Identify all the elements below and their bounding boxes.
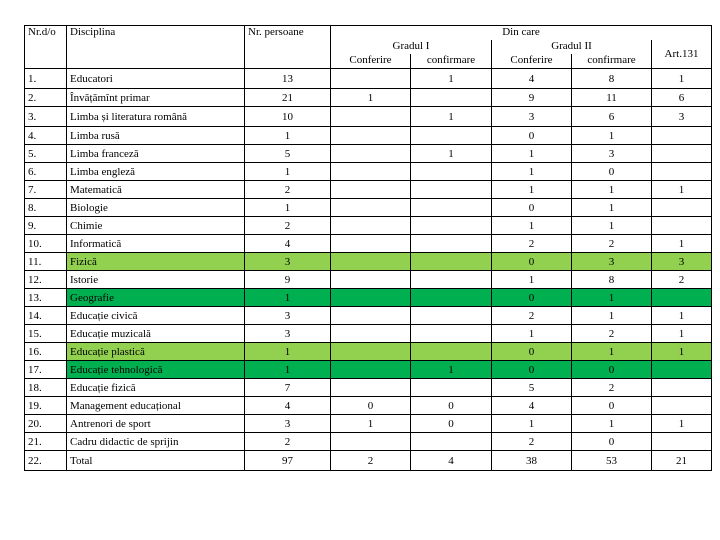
cell-art131 [652, 397, 712, 415]
cell-nr: 8. [25, 199, 67, 217]
cell-nr-persoane: 1 [245, 199, 331, 217]
cell-nr-persoane: 4 [245, 235, 331, 253]
cell-nr-persoane: 2 [245, 433, 331, 451]
cell-art131: 1 [652, 415, 712, 433]
cell-g1-confirmare [411, 199, 492, 217]
header-g2-conferire: Conferire [492, 54, 572, 69]
cell-g1-confirmare [411, 253, 492, 271]
cell-g2-conferire: 2 [492, 433, 572, 451]
cell-nr-persoane: 4 [245, 397, 331, 415]
cell-disciplina: Învățămînt primar [67, 89, 245, 107]
header-nr-persoane: Nr. persoane [245, 26, 331, 69]
cell-g1-confirmare [411, 289, 492, 307]
cell-nr: 9. [25, 217, 67, 235]
cell-g2-confirmare: 1 [572, 181, 652, 199]
cell-nr: 14. [25, 307, 67, 325]
cell-g1-confirmare [411, 89, 492, 107]
cell-g2-confirmare: 1 [572, 289, 652, 307]
cell-g1-confirmare: 1 [411, 361, 492, 379]
cell-g2-confirmare: 0 [572, 361, 652, 379]
header-art131: Art.131 [652, 40, 712, 69]
cell-disciplina: Limba și literatura română [67, 107, 245, 127]
cell-g1-conferire [331, 107, 411, 127]
cell-art131: 1 [652, 69, 712, 89]
cell-nr-persoane: 1 [245, 343, 331, 361]
cell-nr: 12. [25, 271, 67, 289]
cell-g1-confirmare [411, 235, 492, 253]
table-row [25, 415, 712, 433]
cell-art131 [652, 145, 712, 163]
cell-g1-confirmare: 1 [411, 69, 492, 89]
cell-nr: 6. [25, 163, 67, 181]
cell-g1-conferire [331, 127, 411, 145]
cell-nr-persoane: 1 [245, 361, 331, 379]
cell-g2-conferire: 0 [492, 199, 572, 217]
cell-g2-conferire: 38 [492, 451, 572, 471]
cell-art131: 1 [652, 343, 712, 361]
cell-disciplina: Educație tehnologică [67, 361, 245, 379]
cell-nr: 4. [25, 127, 67, 145]
cell-art131 [652, 433, 712, 451]
cell-nr-persoane: 7 [245, 379, 331, 397]
cell-art131 [652, 289, 712, 307]
staff-qualification-table [24, 25, 712, 471]
cell-g2-conferire: 1 [492, 181, 572, 199]
table-row [25, 289, 712, 307]
table-row [25, 451, 712, 471]
cell-g2-conferire: 0 [492, 253, 572, 271]
table-row [25, 217, 712, 235]
cell-disciplina: Fizică [67, 253, 245, 271]
cell-g2-confirmare: 53 [572, 451, 652, 471]
cell-art131 [652, 217, 712, 235]
cell-g1-conferire [331, 379, 411, 397]
cell-nr: 21. [25, 433, 67, 451]
cell-g1-confirmare [411, 433, 492, 451]
cell-g2-confirmare: 0 [572, 397, 652, 415]
cell-g2-conferire: 1 [492, 145, 572, 163]
cell-art131: 3 [652, 107, 712, 127]
cell-g1-conferire [331, 271, 411, 289]
cell-g2-conferire: 1 [492, 217, 572, 235]
cell-g1-conferire [331, 307, 411, 325]
cell-g1-confirmare [411, 217, 492, 235]
cell-g2-confirmare: 1 [572, 343, 652, 361]
cell-g1-conferire [331, 361, 411, 379]
cell-nr: 7. [25, 181, 67, 199]
cell-art131 [652, 379, 712, 397]
cell-nr: 17. [25, 361, 67, 379]
cell-nr-persoane: 5 [245, 145, 331, 163]
cell-disciplina: Limba franceză [67, 145, 245, 163]
table-row [25, 199, 712, 217]
header-g2-confirmare: confirmare [572, 54, 652, 69]
cell-g1-confirmare [411, 181, 492, 199]
cell-art131 [652, 163, 712, 181]
cell-art131: 6 [652, 89, 712, 107]
cell-g2-conferire: 5 [492, 379, 572, 397]
cell-nr: 15. [25, 325, 67, 343]
cell-g2-conferire: 0 [492, 361, 572, 379]
cell-nr-persoane: 97 [245, 451, 331, 471]
cell-g1-conferire: 0 [331, 397, 411, 415]
cell-g2-confirmare: 2 [572, 235, 652, 253]
cell-nr: 16. [25, 343, 67, 361]
cell-g2-confirmare: 6 [572, 107, 652, 127]
cell-nr-persoane: 10 [245, 107, 331, 127]
cell-disciplina: Total [67, 451, 245, 471]
cell-g2-conferire: 1 [492, 415, 572, 433]
table-row [25, 163, 712, 181]
cell-art131: 1 [652, 235, 712, 253]
table-row [25, 397, 712, 415]
header-gradul-2: Gradul II [492, 40, 652, 54]
cell-disciplina: Educație plastică [67, 343, 245, 361]
table-row [25, 253, 712, 271]
cell-g1-confirmare [411, 271, 492, 289]
cell-nr-persoane: 21 [245, 89, 331, 107]
cell-disciplina: Informatică [67, 235, 245, 253]
cell-g1-conferire [331, 69, 411, 89]
header-nr: Nr.d/o [25, 26, 67, 69]
table-row [25, 307, 712, 325]
cell-disciplina: Istorie [67, 271, 245, 289]
table-row [25, 235, 712, 253]
cell-g1-confirmare [411, 307, 492, 325]
cell-nr-persoane: 9 [245, 271, 331, 289]
cell-g2-conferire: 1 [492, 163, 572, 181]
cell-art131: 1 [652, 307, 712, 325]
cell-g1-conferire [331, 343, 411, 361]
table-row [25, 107, 712, 127]
cell-nr-persoane: 3 [245, 253, 331, 271]
cell-disciplina: Biologie [67, 199, 245, 217]
cell-g1-conferire [331, 433, 411, 451]
table-row [25, 127, 712, 145]
cell-nr: 3. [25, 107, 67, 127]
cell-g2-confirmare: 1 [572, 415, 652, 433]
cell-disciplina: Cadru didactic de sprijin [67, 433, 245, 451]
cell-disciplina: Educatori [67, 69, 245, 89]
cell-g2-conferire: 0 [492, 127, 572, 145]
table-row [25, 181, 712, 199]
cell-nr: 20. [25, 415, 67, 433]
cell-g2-confirmare: 11 [572, 89, 652, 107]
cell-g2-confirmare: 1 [572, 217, 652, 235]
cell-disciplina: Geografie [67, 289, 245, 307]
header-disciplina: Disciplina [67, 26, 245, 69]
table-row [25, 361, 712, 379]
cell-disciplina: Limba rusă [67, 127, 245, 145]
cell-g2-conferire: 9 [492, 89, 572, 107]
cell-g1-confirmare [411, 325, 492, 343]
table-row [25, 379, 712, 397]
header-din-care: Din care [331, 26, 712, 41]
cell-g1-confirmare [411, 379, 492, 397]
cell-nr-persoane: 3 [245, 415, 331, 433]
cell-art131: 2 [652, 271, 712, 289]
cell-g1-conferire: 1 [331, 89, 411, 107]
cell-art131: 3 [652, 253, 712, 271]
cell-disciplina: Antrenori de sport [67, 415, 245, 433]
cell-g1-confirmare: 1 [411, 107, 492, 127]
cell-g2-conferire: 0 [492, 343, 572, 361]
cell-g2-confirmare: 8 [572, 271, 652, 289]
cell-nr: 11. [25, 253, 67, 271]
cell-g1-confirmare [411, 127, 492, 145]
cell-g2-confirmare: 0 [572, 163, 652, 181]
header-g1-conferire: Conferire [331, 54, 411, 69]
cell-disciplina: Educație muzicală [67, 325, 245, 343]
cell-g2-confirmare: 3 [572, 145, 652, 163]
cell-nr-persoane: 2 [245, 181, 331, 199]
cell-nr: 19. [25, 397, 67, 415]
header-g1-confirmare: confirmare [411, 54, 492, 69]
table-row [25, 343, 712, 361]
cell-disciplina: Matematică [67, 181, 245, 199]
cell-nr: 18. [25, 379, 67, 397]
table-row [25, 433, 712, 451]
cell-art131 [652, 199, 712, 217]
cell-g2-confirmare: 3 [572, 253, 652, 271]
cell-g1-confirmare: 0 [411, 415, 492, 433]
cell-g1-conferire [331, 181, 411, 199]
cell-g1-conferire [331, 235, 411, 253]
cell-nr: 1. [25, 69, 67, 89]
table-row [25, 325, 712, 343]
cell-g2-confirmare: 2 [572, 379, 652, 397]
cell-g2-confirmare: 1 [572, 199, 652, 217]
cell-g1-conferire: 1 [331, 415, 411, 433]
cell-g1-conferire [331, 145, 411, 163]
cell-nr-persoane: 1 [245, 289, 331, 307]
cell-art131 [652, 361, 712, 379]
table-row [25, 69, 712, 89]
cell-nr-persoane: 2 [245, 217, 331, 235]
cell-g1-conferire [331, 217, 411, 235]
cell-g2-conferire: 2 [492, 307, 572, 325]
cell-g1-conferire: 2 [331, 451, 411, 471]
cell-nr: 2. [25, 89, 67, 107]
cell-g1-conferire [331, 253, 411, 271]
cell-g2-conferire: 0 [492, 289, 572, 307]
cell-g2-conferire: 1 [492, 325, 572, 343]
cell-nr: 22. [25, 451, 67, 471]
cell-art131: 1 [652, 181, 712, 199]
table-row [25, 89, 712, 107]
header-gradul-1: Gradul I [331, 40, 492, 54]
cell-g2-conferire: 1 [492, 271, 572, 289]
cell-art131: 1 [652, 325, 712, 343]
cell-disciplina: Educație fizică [67, 379, 245, 397]
cell-disciplina: Educație civică [67, 307, 245, 325]
cell-g2-conferire: 4 [492, 397, 572, 415]
table-row [25, 145, 712, 163]
cell-g1-conferire [331, 199, 411, 217]
cell-nr-persoane: 1 [245, 127, 331, 145]
cell-nr: 10. [25, 235, 67, 253]
table-body [25, 69, 712, 471]
cell-g2-confirmare: 8 [572, 69, 652, 89]
cell-g2-confirmare: 1 [572, 127, 652, 145]
cell-g2-conferire: 2 [492, 235, 572, 253]
cell-art131 [652, 127, 712, 145]
cell-g1-conferire [331, 325, 411, 343]
cell-g1-confirmare: 1 [411, 145, 492, 163]
cell-nr: 13. [25, 289, 67, 307]
cell-g2-confirmare: 1 [572, 307, 652, 325]
cell-nr-persoane: 1 [245, 163, 331, 181]
cell-nr: 5. [25, 145, 67, 163]
cell-g1-conferire [331, 289, 411, 307]
cell-g2-confirmare: 0 [572, 433, 652, 451]
table-row [25, 271, 712, 289]
cell-g1-confirmare [411, 163, 492, 181]
cell-nr-persoane: 13 [245, 69, 331, 89]
cell-disciplina: Limba engleză [67, 163, 245, 181]
cell-g2-conferire: 3 [492, 107, 572, 127]
cell-g1-confirmare: 4 [411, 451, 492, 471]
cell-g2-conferire: 4 [492, 69, 572, 89]
cell-art131: 21 [652, 451, 712, 471]
cell-g2-confirmare: 2 [572, 325, 652, 343]
cell-g1-confirmare: 0 [411, 397, 492, 415]
cell-nr-persoane: 3 [245, 307, 331, 325]
cell-g1-confirmare [411, 343, 492, 361]
cell-nr-persoane: 3 [245, 325, 331, 343]
cell-disciplina: Management educațional [67, 397, 245, 415]
cell-g1-conferire [331, 163, 411, 181]
cell-disciplina: Chimie [67, 217, 245, 235]
